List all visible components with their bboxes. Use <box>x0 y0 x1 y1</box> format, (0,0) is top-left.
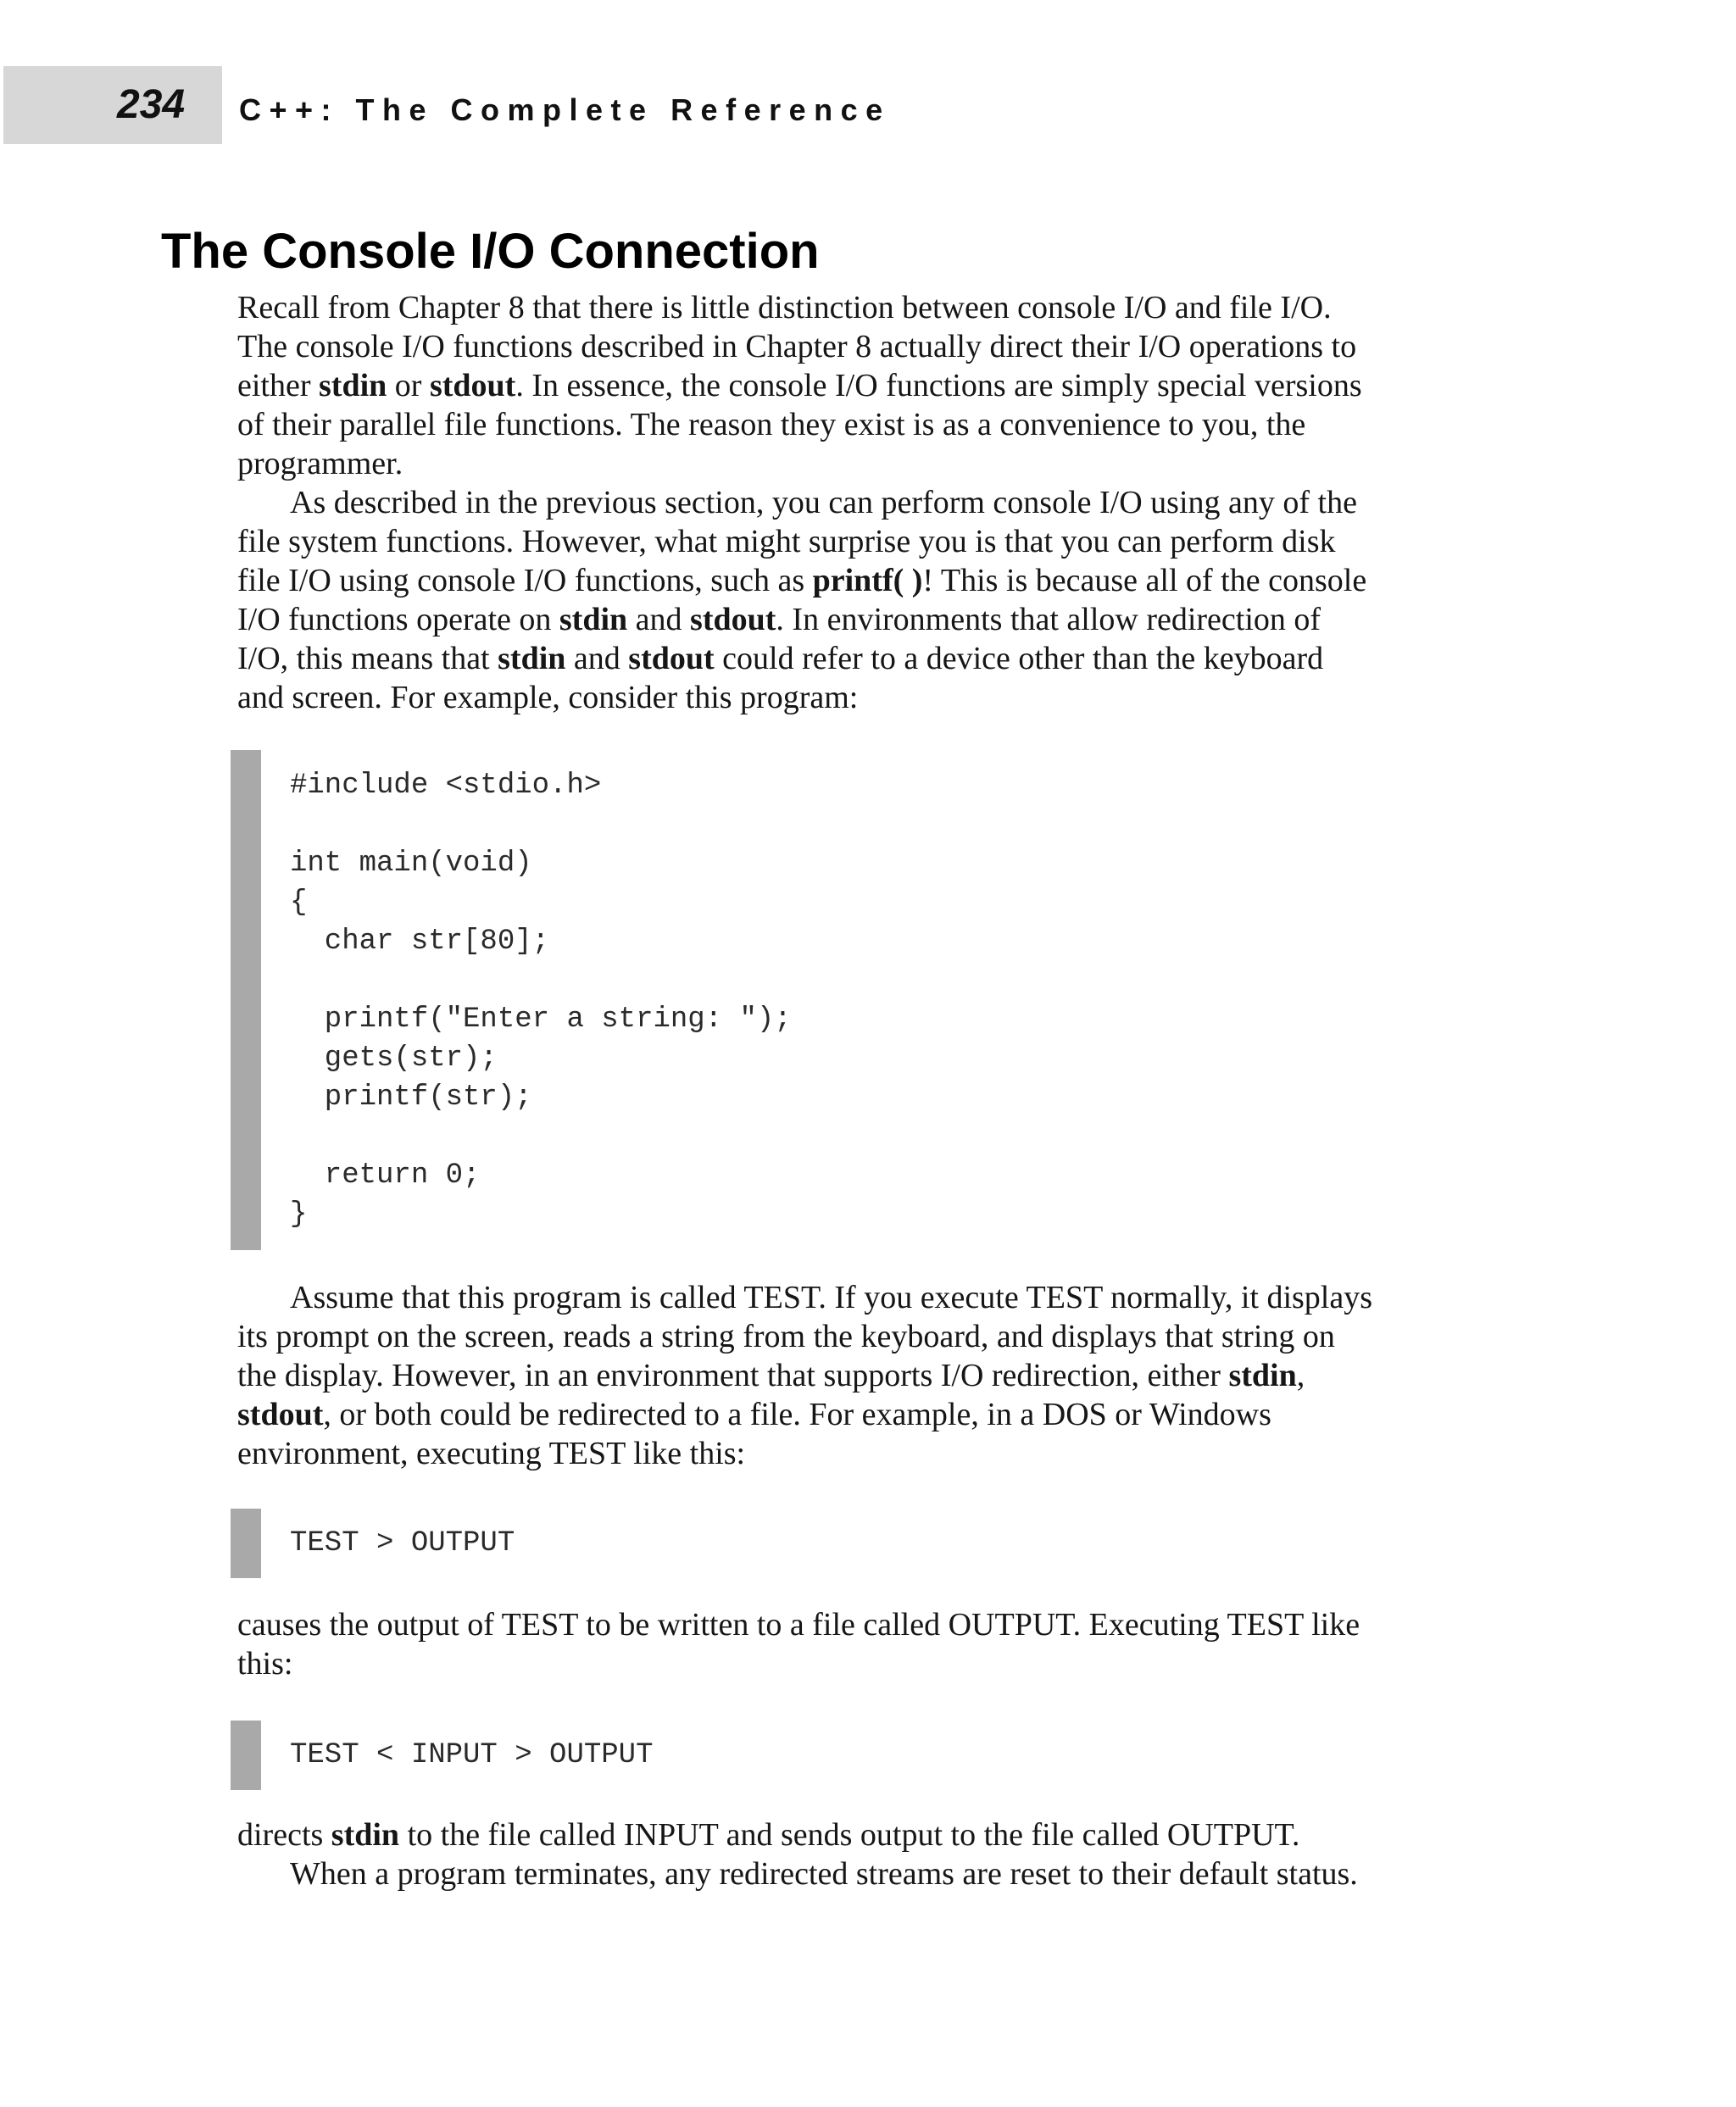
paragraph-6 <box>237 1854 1492 1893</box>
text-line: either stdin or stdout. In essence, the console I/O functions are simply special versions <box>237 368 1362 403</box>
section-title: The Console I/O Connection <box>161 224 820 279</box>
text-line: its prompt on the screen, reads a string from the keyboard, and displays that string on <box>237 1319 1335 1354</box>
paragraph-4 <box>237 1605 1492 1683</box>
text-line: The console I/O functions described in Chapter 8 actually direct their I/O operations to <box>237 329 1357 364</box>
text-line: stdout, or both could be redirected to a file. For example, in a DOS or Windows <box>237 1397 1271 1432</box>
running-head: C++: The Complete Reference <box>239 92 891 127</box>
text-line: programmer. <box>237 446 403 481</box>
text-line: I/O functions operate on stdin and stdout. In environments that allow redirection of <box>237 602 1321 637</box>
text-line: the display. However, in an environment that supports I/O redirection, either stdin, <box>237 1358 1305 1393</box>
paragraph-2 <box>237 483 1492 717</box>
text-line: As described in the previous section, you can perform console I/O using any of the <box>290 485 1357 520</box>
text-line: this: <box>237 1646 293 1682</box>
text-line: environment, executing TEST like this: <box>237 1436 746 1471</box>
text-line: directs stdin to the file called INPUT and sends output to the file called OUTPUT. <box>237 1817 1300 1853</box>
code-block-bar <box>231 1721 261 1790</box>
text-line: Recall from Chapter 8 that there is little distinction between console I/O and file I/O. <box>237 290 1332 325</box>
code-block-program: #include <stdio.h> int main(void) { char str[80]; printf("Enter a string: "); gets(str); printf(str); return 0; } <box>290 770 792 1231</box>
header-band <box>3 66 222 144</box>
text-line: and screen. For example, consider this program: <box>237 680 859 715</box>
paragraph-3 <box>237 1278 1492 1473</box>
text-line: I/O, this means that stdin and stdout could refer to a device other than the keyboard <box>237 641 1324 676</box>
code-block-bar <box>231 750 261 1250</box>
code-block-bar <box>231 1509 261 1578</box>
text-line: Assume that this program is called TEST. If you execute TEST normally, it displays <box>290 1280 1373 1315</box>
text-line: file system functions. However, what might surprise you is that you can perform disk <box>237 524 1336 559</box>
text-line: When a program terminates, any redirected streams are reset to their default status. <box>290 1856 1358 1892</box>
code-block-redirect-output: TEST > OUTPUT <box>290 1527 515 1559</box>
page-number: 234 <box>117 82 186 127</box>
text-line: file I/O using console I/O functions, such as printf( )! This is because all of the console <box>237 563 1367 598</box>
paragraph-5 <box>237 1815 1492 1854</box>
code-block-redirect-input-output: TEST < INPUT > OUTPUT <box>290 1739 654 1771</box>
text-line: of their parallel file functions. The reason they exist is as a convenience to you, the <box>237 407 1306 442</box>
paragraph-1 <box>237 288 1492 483</box>
text-line: causes the output of TEST to be written to a file called OUTPUT. Executing TEST like <box>237 1607 1360 1643</box>
